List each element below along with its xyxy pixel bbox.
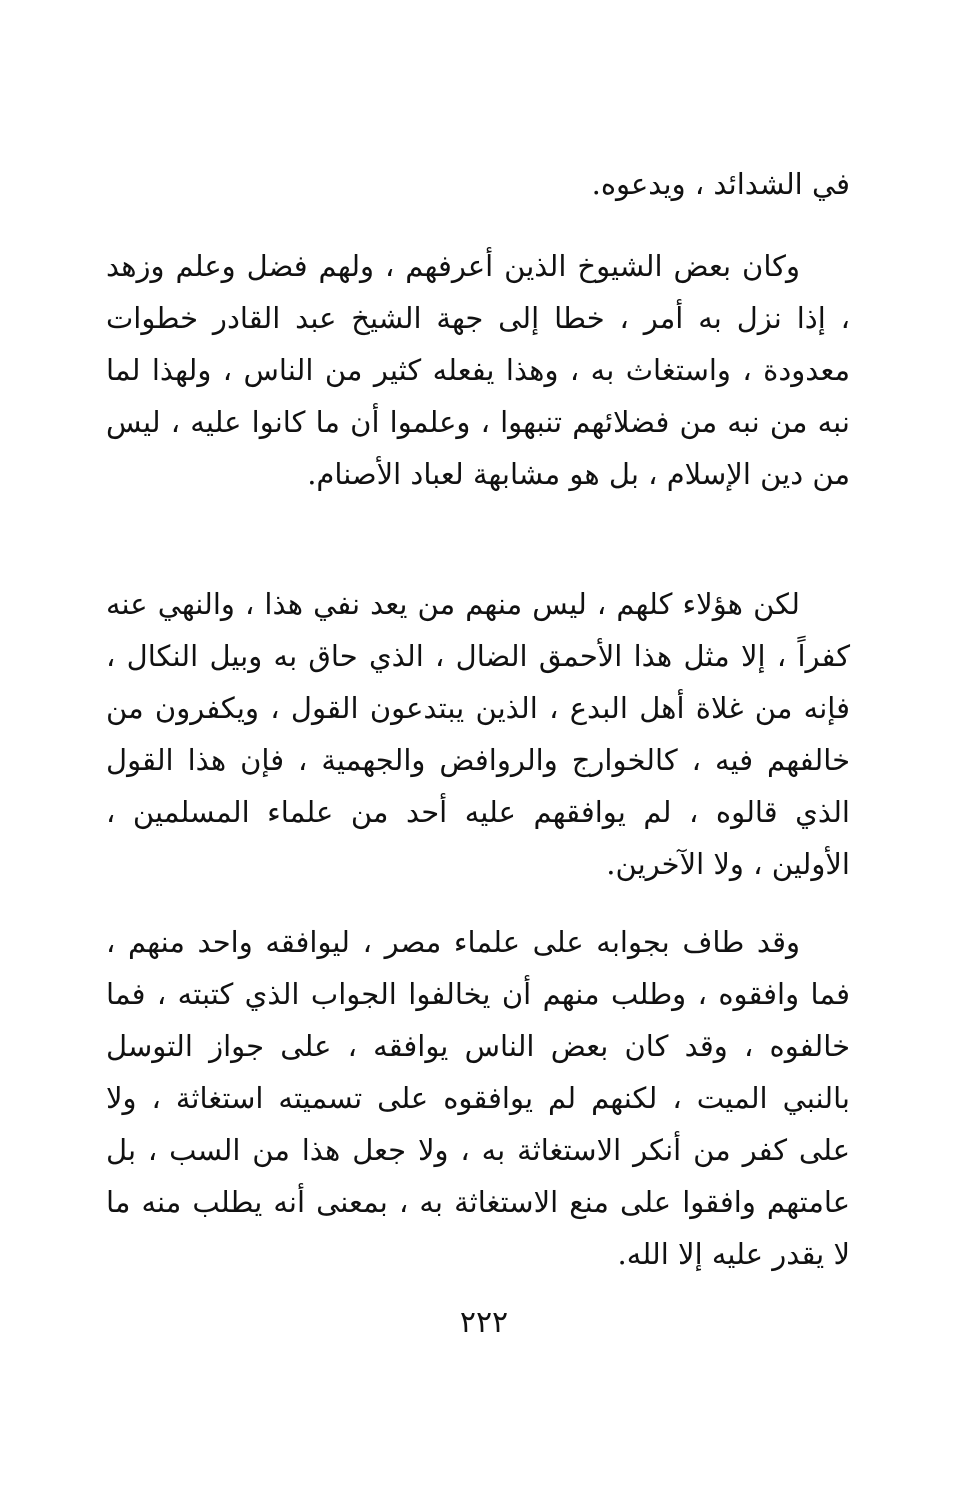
paragraph: لكن هؤلاء كلهم ، ليس منهم من يعد نفي هذا ، والنهي عنه كفراً ، إلا مثل هذا الأحمق الضال ، الذي حاق به وبيل النكال ، فإنه من غلاة أهل البدع ، الذين يبتدعون القول ، ويكفرون من خالفهم فيه ، كالخوارج والروافض والجهمية ، فإن هذا القول الذي قالوه ، لم يوافقهم عليه أحد من علماء المسلمين ، الأولين ، ولا الآخرين. — [106, 587, 850, 881]
paragraph-continuation: في الشدائد ، ويدعوه. — [591, 167, 850, 201]
paragraph: وكان بعض الشيوخ الذين أعرفهم ، ولهم فضل وعلم وزهد ، إذا نزل به أمر ، خطا إلى جهة الشيخ عبد القادر خطوات معدودة ، واستغاث به ، وهذا يفعله كثير من الناس ، ولهذا لما نبه من نبه من فضلائهم تنبهوا ، وعلموا أن ما كانوا عليه ، ليس من دين الإسلام ، بل هو مشابهة لعباد الأصنام. — [106, 249, 850, 491]
page-number: ٢٢٢ — [459, 1305, 509, 1340]
paragraph: وقد طاف بجوابه على علماء مصر ، ليوافقه واحد منهم ، فما وافقوه ، وطلب منهم أن يخالفوا الجواب الذي كتبته ، فما خالفوه ، وقد كان بعض الناس يوافقه ، على جواز التوسل بالنبي الميت ، لكنهم لم يوافقوه على تسميته استغاثة ، ولا على كفر من أنكر الاستغاثة به ، ولا جعل هذا من السب ، بل عامتهم وافقوا على منع الاستغاثة به ، بمعنى أنه يطلب منه ما لا يقدر عليه إلا الله. — [106, 925, 850, 1271]
